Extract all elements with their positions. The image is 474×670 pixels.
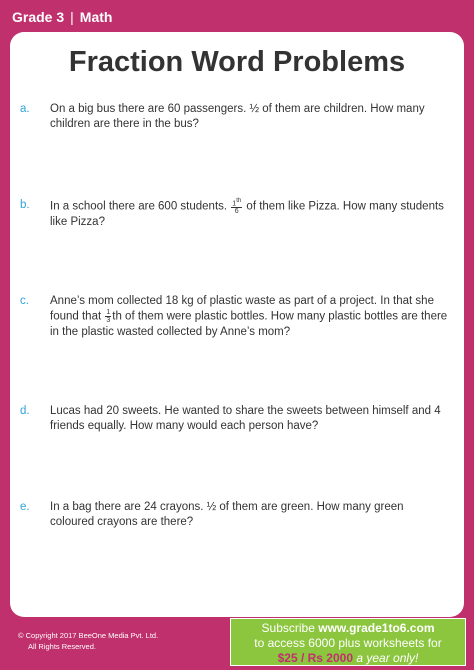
promo-subscribe: Subscribe [261, 621, 315, 635]
fraction [231, 198, 242, 215]
problem-text [50, 198, 450, 230]
problem-b [20, 198, 450, 230]
promo-line-3 [231, 651, 465, 666]
promo-price: $25 / Rs 2000 [277, 651, 353, 665]
promo-line-2: to access 6000 plus worksheets for [254, 636, 442, 650]
problem-text: In a bag there are 24 crayons. ½ of them are green. How many green coloured crayons are there? [50, 501, 404, 528]
problem-text-pre: Anne’s mom collected 18 kg of plastic waste as part of a project. In that she found that [50, 295, 434, 323]
problem-letter: b. [20, 199, 30, 211]
problem-a [20, 102, 450, 132]
problem-letter: e. [20, 501, 30, 513]
problem-letter: c. [20, 295, 29, 307]
promo-site-link[interactable]: www.grade1to6.com [318, 621, 435, 635]
worksheet-sheet [10, 32, 464, 617]
subscribe-promo[interactable] [230, 618, 466, 666]
problem-text [50, 294, 450, 340]
problem-text-post: th of them were plastic bottles. How many plastic bottles are there in the plastic wasted collected by Anne’s mom? [50, 310, 448, 338]
grade-subject-badge [12, 6, 112, 28]
problem-text-post: of them like Pizza. How many students like Pizza? [50, 200, 444, 229]
rights-line: All Rights Reserved. [28, 642, 96, 651]
fraction-denominator: 6 [234, 208, 239, 216]
problem-letter: a. [20, 103, 30, 115]
copyright-line: © Copyright 2017 BeeOne Media Pvt. Ltd. [18, 631, 159, 640]
fraction-numerator: 1 [106, 309, 111, 316]
problem-e [20, 500, 450, 530]
problem-letter: d. [20, 405, 30, 417]
grade-label: Grade 3 [12, 9, 65, 25]
promo-suffix: a year only! [356, 651, 419, 665]
problem-d [20, 404, 450, 434]
fraction [105, 309, 111, 324]
problem-text-pre: In a school there are 600 students. [50, 200, 228, 213]
problem-c [20, 294, 450, 340]
problem-text: Lucas had 20 sweets. He wanted to share the sweets between himself and 4 friends equally. How many would each person have? [50, 405, 441, 432]
worksheet-title: Fraction Word Problems [68, 46, 406, 78]
problem-text: On a big bus there are 60 passengers. ½ of them are children. How many children are there in the bus? [50, 103, 425, 130]
subject-label: Math [79, 9, 113, 25]
promo-line-1 [231, 621, 465, 636]
fraction-suffix: th [236, 198, 242, 204]
badge-separator: | [70, 9, 74, 25]
fraction-denominator: 3 [106, 317, 111, 324]
fraction-numerator: 1 [232, 200, 237, 208]
copyright-notice [18, 630, 218, 652]
